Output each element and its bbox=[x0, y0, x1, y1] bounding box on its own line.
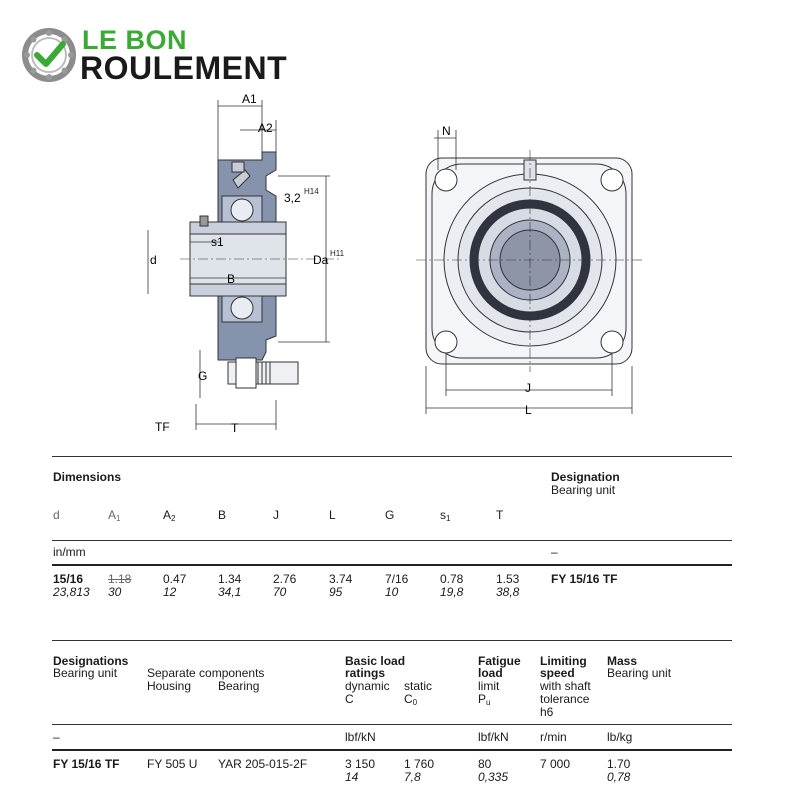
row-static-lbf: 1 760 bbox=[404, 757, 435, 771]
col-fatigue-3: limit bbox=[478, 679, 500, 693]
cell-j-mm: 70 bbox=[273, 585, 287, 599]
designation-subtitle: Bearing unit bbox=[551, 483, 616, 497]
col-dynamic-symbol: C bbox=[345, 692, 354, 706]
row-fatigue-lbf: 80 bbox=[478, 757, 492, 771]
divider bbox=[52, 564, 732, 566]
cell-a2-mm: 12 bbox=[163, 585, 177, 599]
row-housing: FY 505 U bbox=[147, 757, 198, 771]
cell-g-in: 7/16 bbox=[385, 572, 409, 586]
col-static: static bbox=[404, 679, 433, 693]
cell-b-mm: 34,1 bbox=[218, 585, 242, 599]
brand-line-1: LE BON bbox=[82, 25, 188, 55]
unit-mass: lb/kg bbox=[607, 730, 633, 744]
label-a1: A1 bbox=[242, 92, 257, 106]
row-speed: 7 000 bbox=[540, 757, 571, 771]
label-n: N bbox=[442, 124, 451, 138]
label-da-tolerance: H11 bbox=[330, 249, 345, 258]
col-speed-3: with shaft bbox=[540, 679, 591, 693]
cell-j-in: 2.76 bbox=[273, 572, 297, 586]
col-bearing-unit: Bearing unit bbox=[53, 666, 118, 680]
divider bbox=[52, 724, 732, 725]
divider bbox=[52, 749, 732, 751]
divider bbox=[52, 640, 732, 641]
brand-line-2: ROULEMENT bbox=[80, 50, 288, 86]
cell-l-mm: 95 bbox=[329, 585, 343, 599]
col-dynamic: dynamic bbox=[345, 679, 390, 693]
label-tolerance-grade: H14 bbox=[304, 187, 319, 196]
col-a1: $A_1$ bbox=[108, 508, 121, 523]
col-fatigue-2: load bbox=[478, 666, 503, 680]
col-separate: Separate components bbox=[147, 666, 265, 680]
label-d: d bbox=[150, 253, 157, 267]
col-bearing: Bearing bbox=[218, 679, 260, 693]
col-s1: $s_1$ bbox=[440, 508, 451, 523]
unit-load: lbf/kN bbox=[345, 730, 376, 744]
row-dynamic-lbf: 3 150 bbox=[345, 757, 376, 771]
row-fatigue-kn: 0,335 bbox=[478, 770, 509, 784]
unit-speed: r/min bbox=[540, 730, 567, 744]
col-fatigue-1: Fatigue bbox=[478, 654, 521, 668]
label-b: B bbox=[227, 272, 236, 286]
label-t: T bbox=[231, 421, 239, 435]
row-mass-kg: 0,78 bbox=[607, 770, 631, 784]
cell-s1-in: 0.78 bbox=[440, 572, 464, 586]
col-d: d bbox=[53, 508, 60, 522]
col-mass-2: Bearing unit bbox=[607, 666, 672, 680]
cell-l-in: 3.74 bbox=[329, 572, 353, 586]
designation-value: FY 15/16 TF bbox=[551, 572, 618, 586]
label-j: J bbox=[525, 381, 531, 395]
row-bearing: YAR 205-015-2F bbox=[218, 757, 308, 771]
label-tolerance: 3,2 bbox=[284, 191, 301, 205]
cell-a1-mm: 30 bbox=[108, 585, 122, 599]
col-load-2: ratings bbox=[345, 666, 386, 680]
label-l: L bbox=[525, 403, 532, 417]
label-s1: s1 bbox=[211, 235, 224, 249]
cell-g-mm: 10 bbox=[385, 585, 399, 599]
designation-title: Designation bbox=[551, 470, 620, 484]
col-g: G bbox=[385, 508, 395, 522]
row-mass-lb: 1.70 bbox=[607, 757, 631, 771]
units-dash: – bbox=[551, 545, 558, 559]
unit-dash: – bbox=[53, 730, 60, 744]
row-static-kn: 7,8 bbox=[404, 770, 421, 784]
cell-s1-mm: 19,8 bbox=[440, 585, 464, 599]
divider bbox=[52, 540, 732, 541]
col-t: T bbox=[496, 508, 504, 522]
col-j: J bbox=[273, 508, 279, 522]
col-speed-4: tolerance bbox=[540, 692, 590, 706]
col-fatigue-symbol: $P_u$ bbox=[478, 692, 491, 707]
col-load-1: Basic load bbox=[345, 654, 406, 668]
dimensions-title: Dimensions bbox=[53, 470, 122, 484]
cell-d-mm: 23,813 bbox=[53, 585, 90, 599]
row-unit: FY 15/16 TF bbox=[53, 757, 120, 771]
col-housing: Housing bbox=[147, 679, 192, 693]
cell-a1-in: 1.18 bbox=[108, 572, 132, 586]
row-dynamic-kn: 14 bbox=[345, 770, 359, 784]
label-da: Da bbox=[313, 253, 329, 267]
front-view bbox=[416, 130, 642, 414]
cell-b-in: 1.34 bbox=[218, 572, 242, 586]
col-designations: Designations bbox=[53, 654, 129, 668]
col-speed-2: speed bbox=[540, 666, 575, 680]
col-speed-1: Limiting bbox=[540, 654, 587, 668]
label-g: G bbox=[198, 369, 208, 383]
cell-t-in: 1.53 bbox=[496, 572, 520, 586]
label-tf: TF bbox=[155, 420, 170, 434]
col-a2: $A_2$ bbox=[163, 508, 176, 523]
label-a2: A2 bbox=[258, 121, 273, 135]
cell-a2-in: 0.47 bbox=[163, 572, 187, 586]
unit-fatigue: lbf/kN bbox=[478, 730, 509, 744]
col-l: L bbox=[329, 508, 336, 522]
col-static-symbol: $C_0$ bbox=[404, 692, 418, 707]
divider bbox=[52, 456, 732, 457]
side-section-view bbox=[148, 100, 340, 430]
units-label: in/mm bbox=[53, 545, 86, 559]
col-b: B bbox=[218, 508, 227, 522]
col-speed-5: h6 bbox=[540, 705, 554, 719]
cell-d-in: 15/16 bbox=[53, 572, 84, 586]
col-mass-1: Mass bbox=[607, 654, 638, 668]
cell-t-mm: 38,8 bbox=[496, 585, 520, 599]
